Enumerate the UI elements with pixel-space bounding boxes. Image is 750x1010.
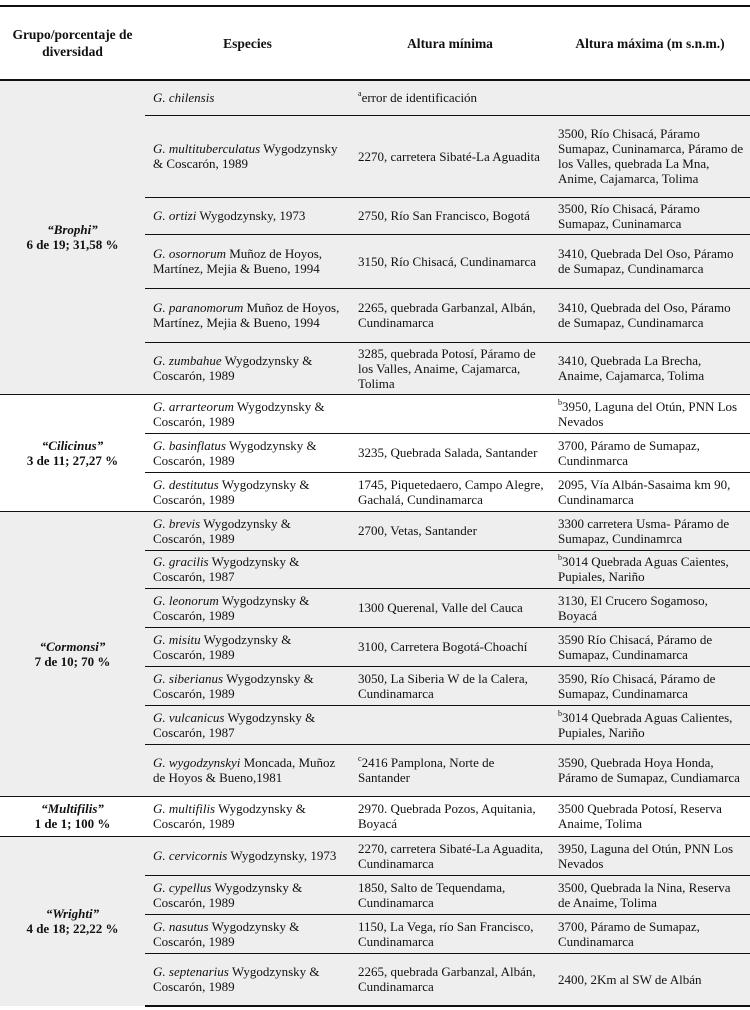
min-altitude-cell xyxy=(350,511,550,550)
cell-text: 2265, quebrada Garbanzal, Albán, Cundinamarca xyxy=(358,964,536,995)
cell-text: 3500, Río Chisacá, Páramo Sumapaz, Cuninamarca, Páramo de los Valles, quebrada La Mna, Anime, Cajamarca, Tolima xyxy=(558,126,744,186)
species-cell xyxy=(145,836,350,875)
species-cell xyxy=(145,472,350,511)
min-altitude-cell xyxy=(350,80,550,115)
cell-text: 3300 carretera Usma- Páramo de Sumapaz, Cundinamrca xyxy=(558,515,730,546)
cell-text: 3150, Río Chisacá, Cundinamarca xyxy=(358,253,536,269)
species-name: G. multituberculatus xyxy=(153,141,261,156)
cell-text: 2400, 2Km al SW de Albán xyxy=(558,971,702,987)
cell-text: 3410, Quebrada La Brecha, Anaime, Cajamarca, Tolima xyxy=(558,353,705,383)
cell-text: 3235, Quebrada Salada, Santander xyxy=(358,445,538,460)
species-name: G. zumbahue xyxy=(153,353,222,368)
footnote-marker: b xyxy=(558,708,562,718)
species-name: G. vulcanicus xyxy=(153,709,225,725)
min-altitude-cell xyxy=(350,875,550,914)
min-altitude-cell xyxy=(350,953,550,1006)
cell-text: 3130, El Crucero Sogamoso, Boyacá xyxy=(558,592,708,623)
min-altitude-cell xyxy=(350,666,550,705)
species-cell xyxy=(145,914,350,953)
max-altitude-cell xyxy=(550,666,750,705)
cell-text: 3100, Carretera Bogotá-Choachí xyxy=(358,639,528,654)
group-cell xyxy=(0,836,145,1006)
species-name: G. septenarius xyxy=(153,964,229,980)
cell-text: 3590, Quebrada Hoya Honda, Páramo de Sumapaz, Cundiamarca xyxy=(558,755,740,785)
species-authority: Moncada, Muñoz de Hoyos & Bueno,1981 xyxy=(153,755,336,785)
max-altitude-cell xyxy=(550,550,750,588)
group-section xyxy=(0,511,750,796)
cell-text: 3950, Laguna del Otún, PNN Los Nevados xyxy=(558,398,738,429)
cell-text: 1150, La Vega, río San Francisco, Cundinamarca xyxy=(358,918,534,949)
max-altitude-cell xyxy=(550,588,750,627)
min-altitude-cell xyxy=(350,744,550,796)
max-altitude-cell xyxy=(550,80,750,115)
group-section xyxy=(0,80,750,394)
header-min-altitude: Altura mínima xyxy=(350,6,550,80)
group-cell xyxy=(0,511,145,796)
cell-text: 1300 Querenal, Valle del Cauca xyxy=(358,600,523,615)
max-altitude-cell xyxy=(550,705,750,744)
min-altitude-cell xyxy=(350,433,550,472)
species-name: G. leonorum xyxy=(153,592,219,608)
cell-text: 3014 Quebrada Aguas Caientes, Pupiales, Nariño xyxy=(558,554,729,584)
min-altitude-cell xyxy=(350,914,550,953)
group-cell xyxy=(0,394,145,511)
cell-text: 3500 Quebrada Potosí, Reserva Anaime, Tolima xyxy=(558,801,722,831)
species-authority: Wygodzynsky & Coscarón, 1989 xyxy=(153,592,310,623)
cell-text: 3590, Río Chisacá, Páramo de Sumapaz, Cundinamarca xyxy=(558,670,716,701)
cell-text: 3500, Quebrada la Nina, Reserva de Anaime, Tolima xyxy=(558,879,731,910)
min-altitude-cell xyxy=(350,288,550,342)
group-name: “Cormonsi” xyxy=(39,638,106,654)
max-altitude-cell xyxy=(550,796,750,836)
header-row xyxy=(0,6,750,80)
table-row xyxy=(0,80,750,115)
max-altitude-cell xyxy=(550,914,750,953)
cell-text: error de identificación xyxy=(361,90,478,106)
species-cell xyxy=(145,705,350,744)
species-cell xyxy=(145,796,350,836)
max-altitude-cell xyxy=(550,836,750,875)
max-altitude-cell xyxy=(550,197,750,234)
min-altitude-cell xyxy=(350,394,550,433)
group-name: “Multifilis” xyxy=(41,801,104,816)
species-cell xyxy=(145,394,350,433)
min-altitude-cell xyxy=(350,115,550,197)
species-cell xyxy=(145,666,350,705)
species-cell xyxy=(145,875,350,914)
min-altitude-cell xyxy=(350,836,550,875)
cell-text: 3950, Laguna del Otún, PNN Los Nevados xyxy=(558,840,734,871)
min-altitude-cell xyxy=(350,705,550,744)
cell-text: 2270, carretera Sibaté-La Aguadita xyxy=(358,148,540,164)
cell-text: 1745, Piquetedaero, Campo Alegre, Gachalá, Cundinamarca xyxy=(358,476,544,507)
species-authority: Wygodzynsky, 1973 xyxy=(196,208,306,223)
species-name: G. nasutus xyxy=(153,918,209,934)
species-authority: Wygodzynsky & Coscarón, 1989 xyxy=(153,801,306,831)
species-name: G. gracilis xyxy=(153,554,209,569)
min-altitude-cell xyxy=(350,342,550,394)
species-name: G. multifilis xyxy=(153,801,216,816)
max-altitude-cell xyxy=(550,342,750,394)
cell-text: 2270, carretera Sibaté-La Aguadita, Cundinamarca xyxy=(358,840,544,871)
group-diversity: 3 de 11; 27,27 % xyxy=(26,452,119,468)
cell-text: 2265, quebrada Garbanzal, Albán, Cundinamarca xyxy=(358,300,536,330)
species-authority: Wygodzynsky & Coscarón, 1989 xyxy=(153,476,310,507)
species-name: G. brevis xyxy=(153,515,201,531)
footnote-marker: b xyxy=(558,553,562,562)
cell-text: 2416 Pamplona, Norte de Santander xyxy=(358,755,495,785)
header-max-altitude: Altura máxima (m s.n.m.) xyxy=(550,6,750,80)
species-cell xyxy=(145,550,350,588)
group-name: “Cilicinus” xyxy=(41,437,104,453)
species-cell xyxy=(145,342,350,394)
group-cell xyxy=(0,80,145,394)
species-cell xyxy=(145,433,350,472)
species-name: G. arrarteorum xyxy=(153,398,234,414)
max-altitude-cell xyxy=(550,511,750,550)
species-name: G. cervicornis xyxy=(153,848,228,863)
cell-text: 1850, Salto de Tequendama, Cundinamarca xyxy=(358,879,506,910)
group-section xyxy=(0,796,750,836)
cell-text: 3700, Páramo de Sumapaz, Cundinmarca xyxy=(558,437,700,468)
species-cell xyxy=(145,197,350,234)
cell-text: 3410, Quebrada Del Oso, Páramo de Sumapaz, Cundinamarca xyxy=(558,246,734,276)
group-cell xyxy=(0,796,145,836)
cell-text: 3590 Río Chisacá, Páramo de Sumapaz, Cundinamarca xyxy=(558,631,713,662)
species-name: G. ortizi xyxy=(153,208,197,223)
header-species: Especies xyxy=(145,6,350,80)
species-cell xyxy=(145,588,350,627)
cell-text: 3285, quebrada Potosí, Páramo de los Valles, Anaime, Cajamarca, Tolima xyxy=(358,345,536,391)
max-altitude-cell xyxy=(550,627,750,666)
group-diversity: 1 de 1; 100 % xyxy=(34,816,111,831)
species-authority: Wygodzynsky & Coscarón, 1989 xyxy=(153,964,320,995)
species-authority: Wygodzynsky, 1973 xyxy=(227,848,337,863)
max-altitude-cell xyxy=(550,472,750,511)
group-diversity: 4 de 18; 22,22 % xyxy=(26,921,119,937)
cell-text: 2750, Río San Francisco, Bogotá xyxy=(358,208,530,223)
species-name: G. osornorum xyxy=(153,246,226,261)
species-authority: Wygodzynsky & Coscarón, 1987 xyxy=(153,554,300,584)
table-row xyxy=(0,394,750,433)
species-cell xyxy=(145,288,350,342)
table-row xyxy=(0,511,750,550)
cell-text: 2095, Vía Albán-Sasaima km 90, Cundinamarca xyxy=(558,476,731,507)
species-authority: Wygodzynsky & Coscarón, 1989 xyxy=(153,631,292,662)
species-authority: Wygodzynsky & Coscarón, 1989 xyxy=(153,398,325,429)
footnote-marker: a xyxy=(358,89,362,99)
group-diversity: 6 de 19; 31,58 % xyxy=(26,237,119,253)
min-altitude-cell xyxy=(350,197,550,234)
footnote-marker: c xyxy=(358,754,362,763)
species-authority: Wygodzynsky & Coscarón, 1989 xyxy=(153,918,300,949)
table-row xyxy=(0,796,750,836)
species-authority: Muñoz de Hoyos, Martínez, Mejia & Bueno, 1994 xyxy=(153,246,323,276)
min-altitude-cell xyxy=(350,550,550,588)
group-diversity: 7 de 10; 70 % xyxy=(34,653,111,669)
species-cell xyxy=(145,627,350,666)
max-altitude-cell xyxy=(550,744,750,796)
species-name: G. siberianus xyxy=(153,670,224,686)
species-cell xyxy=(145,115,350,197)
cell-text: 3050, La Siberia W de la Calera, Cundinamarca xyxy=(358,670,528,701)
species-name: G. chilensis xyxy=(153,90,215,106)
species-authority: Muñoz de Hoyos, Martínez, Mejia & Bueno, 1994 xyxy=(153,300,340,330)
footnote-marker: b xyxy=(558,397,562,407)
species-authority: Wygodzynsky & Coscarón, 1989 xyxy=(153,437,317,468)
max-altitude-cell xyxy=(550,115,750,197)
max-altitude-cell xyxy=(550,394,750,433)
group-section xyxy=(0,836,750,1006)
group-name: “Wrighti” xyxy=(45,906,100,922)
species-name: G. destitutus xyxy=(153,476,219,492)
group-section xyxy=(0,394,750,511)
species-authority: Wygodzynsky & Coscarón, 1989 xyxy=(153,353,313,383)
species-cell xyxy=(145,953,350,1006)
cell-text: 3700, Páramo de Sumapaz, Cundinamarca xyxy=(558,918,700,949)
min-altitude-cell xyxy=(350,588,550,627)
species-cell xyxy=(145,234,350,288)
max-altitude-cell xyxy=(550,288,750,342)
cell-text: 2970. Quebrada Pozos, Aquitania, Boyacá xyxy=(358,801,536,831)
species-name: G. misitu xyxy=(153,631,201,647)
cell-text: 3410, Quebrada del Oso, Páramo de Sumapaz, Cundinamarca xyxy=(558,300,731,330)
cell-text: 3500, Río Chisacá, Páramo Sumapaz, Cuninamarca xyxy=(558,200,700,231)
species-name: G. basinflatus xyxy=(153,437,226,453)
max-altitude-cell xyxy=(550,875,750,914)
species-cell xyxy=(145,744,350,796)
cell-text: 3014 Quebrada Aguas Calientes, Pupiales, Nariño xyxy=(558,709,733,740)
species-authority: Wygodzynsky & Coscarón, 1989 xyxy=(153,141,338,171)
min-altitude-cell xyxy=(350,627,550,666)
min-altitude-cell xyxy=(350,472,550,511)
table-row xyxy=(0,836,750,875)
min-altitude-cell xyxy=(350,234,550,288)
species-cell xyxy=(145,80,350,115)
min-altitude-cell xyxy=(350,796,550,836)
cell-text: 2700, Vetas, Santander xyxy=(358,523,477,538)
max-altitude-cell xyxy=(550,953,750,1006)
species-altitude-table xyxy=(0,5,750,1007)
header-group: Grupo/porcentaje de diversidad xyxy=(0,6,145,80)
max-altitude-cell xyxy=(550,433,750,472)
max-altitude-cell xyxy=(550,234,750,288)
species-authority: Wygodzynsky & Coscarón, 1987 xyxy=(153,709,316,740)
species-authority: Wygodzynsky & Coscarón, 1989 xyxy=(153,879,303,910)
species-authority: Wygodzynsky & Coscarón, 1989 xyxy=(153,515,291,546)
species-name: G. paranomorum xyxy=(153,300,244,315)
species-name: G. wygodzynskyi xyxy=(153,755,241,770)
species-authority: Wygodzynsky & Coscarón, 1989 xyxy=(153,670,314,701)
species-cell xyxy=(145,511,350,550)
group-name: “Brophi” xyxy=(47,222,98,238)
species-name: G. cypellus xyxy=(153,879,212,895)
